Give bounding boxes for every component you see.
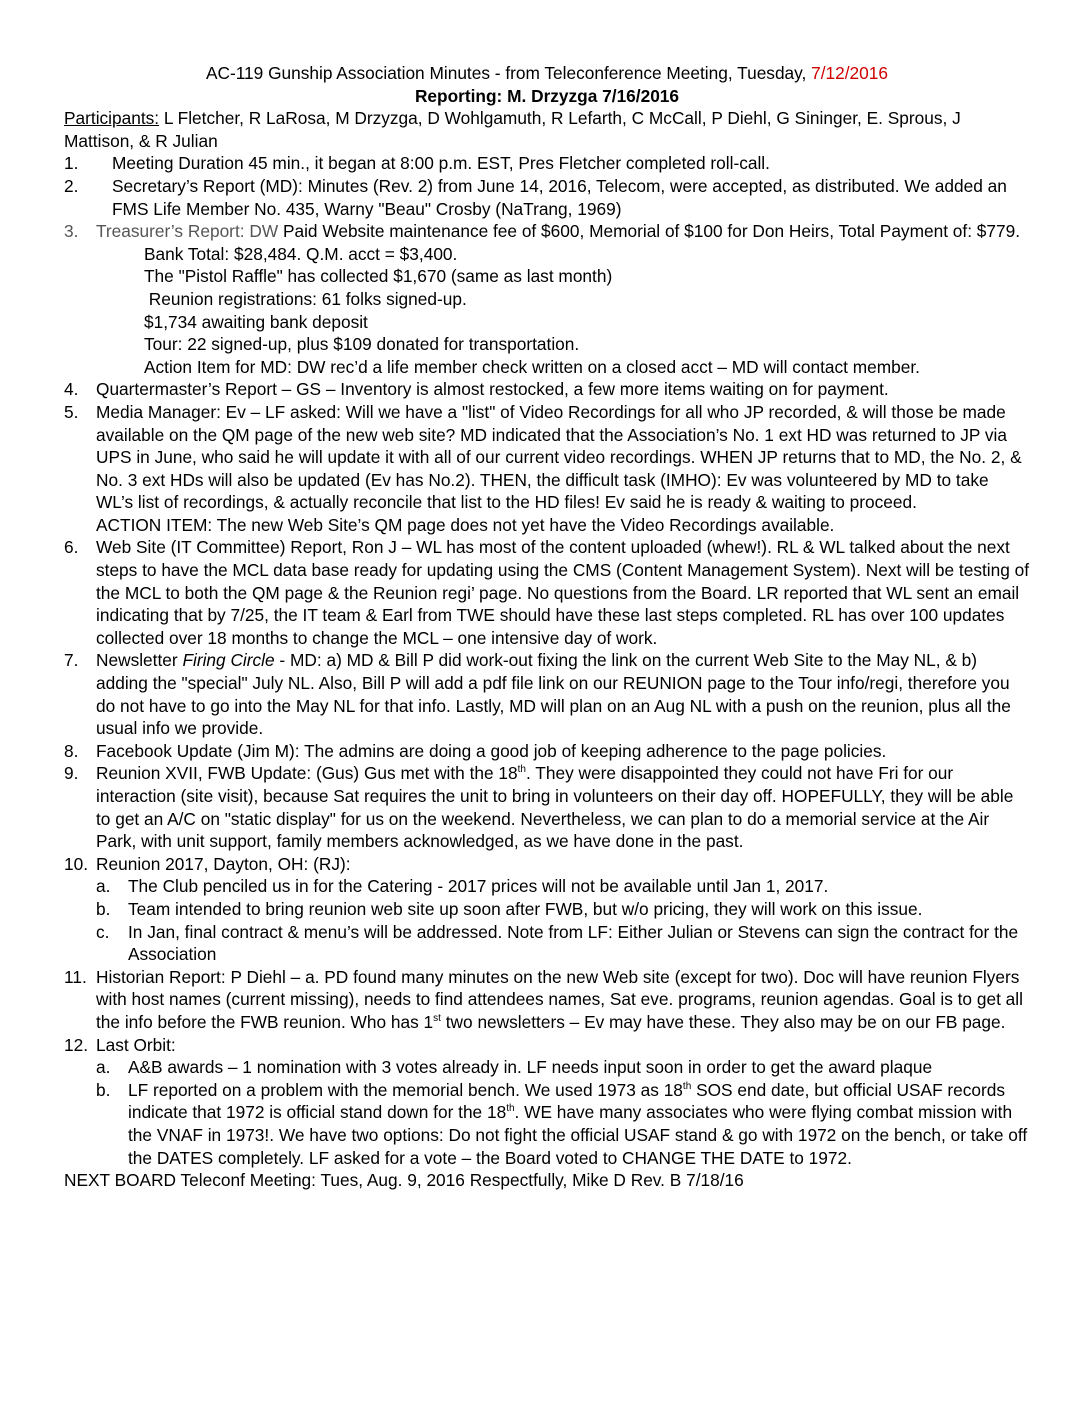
treasurer-line: Reunion registrations: 61 folks signed-up.	[144, 288, 467, 309]
treasurer-line: The "Pistol Raffle" has collected $1,670 (same as last month)	[144, 266, 613, 287]
sub-item: b. LF reported on a problem with the memorial bench. We used 1973 as 18th SOS end date, but official USAF records indicate that 1972 is official stand down for the 18th. WE have many associates who were flying combat mission with the VNAF in 1973!. We have two options: Do not fight the official USAF stand & go with 1972 on the bench, or take off the DATES completely. LF asked for a vote – the Board voted to CHANGE THE DATE to 1972.	[96, 1079, 1028, 1168]
agenda-item-8: 8. Facebook Update (Jim M): The admins are doing a good job of keeping adherence to the page policies.	[64, 740, 887, 761]
treasurer-line: Bank Total: $28,484. Q.M. acct = $3,400.	[144, 243, 458, 264]
participants	[64, 107, 1030, 152]
next-meeting-footer: NEXT BOARD Teleconf Meeting: Tues, Aug. 9, 2016 Respectfully, Mike D Rev. B 7/18/16	[64, 1170, 744, 1191]
treasurer-line: $1,734 awaiting bank deposit	[144, 311, 368, 332]
newsletter-name: Firing Circle	[182, 650, 275, 671]
reporting-line: Reporting: M. Drzyzga 7/16/2016	[414, 85, 680, 106]
agenda-item-2: 2. Secretary’s Report (MD): Minutes (Rev. 2) from June 14, 2016, Telecom, were accepted, as distributed. We added an FMS Life Member No. 435, Warny "Beau" Crosby (NaTrang, 1969)	[64, 175, 1007, 219]
agenda-item-10: 10. Reunion 2017, Dayton, OH: (RJ):	[64, 853, 351, 874]
agenda-item-1: 1. Meeting Duration 45 min., it began at 8:00 p.m. EST, Pres Fletcher completed roll-call.	[64, 153, 770, 174]
agenda-item-12: 12. Last Orbit:	[64, 1034, 176, 1055]
sub-item: b. Team intended to bring reunion web site up soon after FWB, but w/o pricing, they will work on this issue.	[96, 898, 923, 919]
agenda-item-9: 9. Reunion XVII, FWB Update: (Gus) Gus met with the 18th. They were disappointed they could not have Fri for our interaction (site visit), because Sat requires the unit to bring in volunteers on their day off. HOPEFULLY, they will be able to get an A/C on "static display" for us on the weekend. Nevertheless, we can plan to do a memorial service at the Air Park, with unit support, family members acknowledged, as we have done in the past.	[64, 763, 1014, 852]
minutes-document	[64, 62, 1030, 1192]
treasurer-action-item: Action Item for MD: DW rec’d a life member check written on a closed acct – MD will contact member.	[144, 356, 920, 377]
meeting-date: 7/12/2016	[811, 63, 889, 83]
agenda-item-6: 6. Web Site (IT Committee) Report, Ron J – WL has most of the content uploaded (whew!). RL & WL talked about the next steps to have the MCL data base ready for updating using the CMS (Content Management System). Next will be testing of the MCL to both the QM page & the Reunion regi’ page. No questions from the Board. LR reported that WL sent an email indicating that by 7/25, the IT team & Earl from TWE should have these last steps completed. RL has over 100 updates collected over 18 months to change the MCL – one intensive day of work.	[64, 537, 1030, 648]
sub-item: a. The Club penciled us in for the Catering - 2017 prices will not be available until Jan 1, 2017.	[96, 876, 829, 897]
sub-item: a. A&B awards – 1 nomination with 3 votes already in. LF needs input soon in order to get the award plaque	[96, 1057, 933, 1078]
agenda-item-11: 11. Historian Report: P Diehl – a. PD found many minutes on the new Web site (except for two). Doc will have reunion Flyers with host names (current missing), needs to find attendees names, Sat eve. programs, reunion agendas. Goal is to get all the info before the FWB reunion. Who has 1st two newsletters – Ev may have these. They also may be on our FB page.	[64, 966, 1023, 1032]
treasurer-label: Treasurer’s Report: DW	[96, 221, 279, 242]
treasurer-line: Tour: 22 signed-up, plus $109 donated for transportation.	[144, 334, 580, 355]
agenda-item-4: 4. Quartermaster’s Report – GS – Inventory is almost restocked, a few more items waiting on for payment.	[64, 379, 889, 400]
participants-list: L Fletcher, R LaRosa, M Drzyzga, D Wohlgamuth, R Lefarth, C McCall, P Diehl, G Sininger, E. Sprous, J Mattison, & R Julian	[64, 108, 961, 151]
participants-label: Participants:	[64, 108, 160, 129]
agenda-item-5: 5. Media Manager: Ev – LF asked: Will we have a "list" of Video Recordings for all who JP recorded, & will those be made available on the QM page of the new web site? MD indicated that the Association’s No. 1 ext HD was returned to JP via UPS in June, who said he will update it with all of our current video recordings. WHEN JP returns that to MD, the No. 2, & No. 3 ext HDs will also be updated (Ev has No.2). THEN, the difficult task (IMHO): Ev was volunteered by MD to take WL’s list of recordings, & actually reconcile that list to the HD files! Ev said he is ready & waiting to proceed. ACTION ITEM: The new Web Site’s QM page does not yet have the Video Recordings available.	[64, 401, 1022, 535]
sub-item: c. In Jan, final contract & menu’s will be addressed. Note from LF: Either Julian or Stevens can sign the contract for the Association	[96, 921, 1019, 965]
document-title: AC-119 Gunship Association Minutes - from Teleconference Meeting, Tuesday, 7/12/2016	[205, 63, 889, 83]
agenda-item-3: 3. Treasurer’s Report: DW Paid Website maintenance fee of $600, Memorial of $100 for Don Heirs, Total Payment of: $779.	[64, 221, 1021, 242]
agenda-item-7: 7. Newsletter Firing Circle - MD: a) MD & Bill P did work-out fixing the link on the current Web Site to the May NL, & b) adding the "special" July NL. Also, Bill P will add a pdf file link on our REUNION page to the Tour info/regi, therefore you do not have to go into the May NL for that info. Lastly, MD will plan on an Aug NL with a push on the reunion, plus all the usual info we provide.	[64, 650, 1011, 739]
media-action-item: ACTION ITEM: The new Web Site’s QM page does not yet have the Video Recordings available.	[96, 514, 835, 535]
